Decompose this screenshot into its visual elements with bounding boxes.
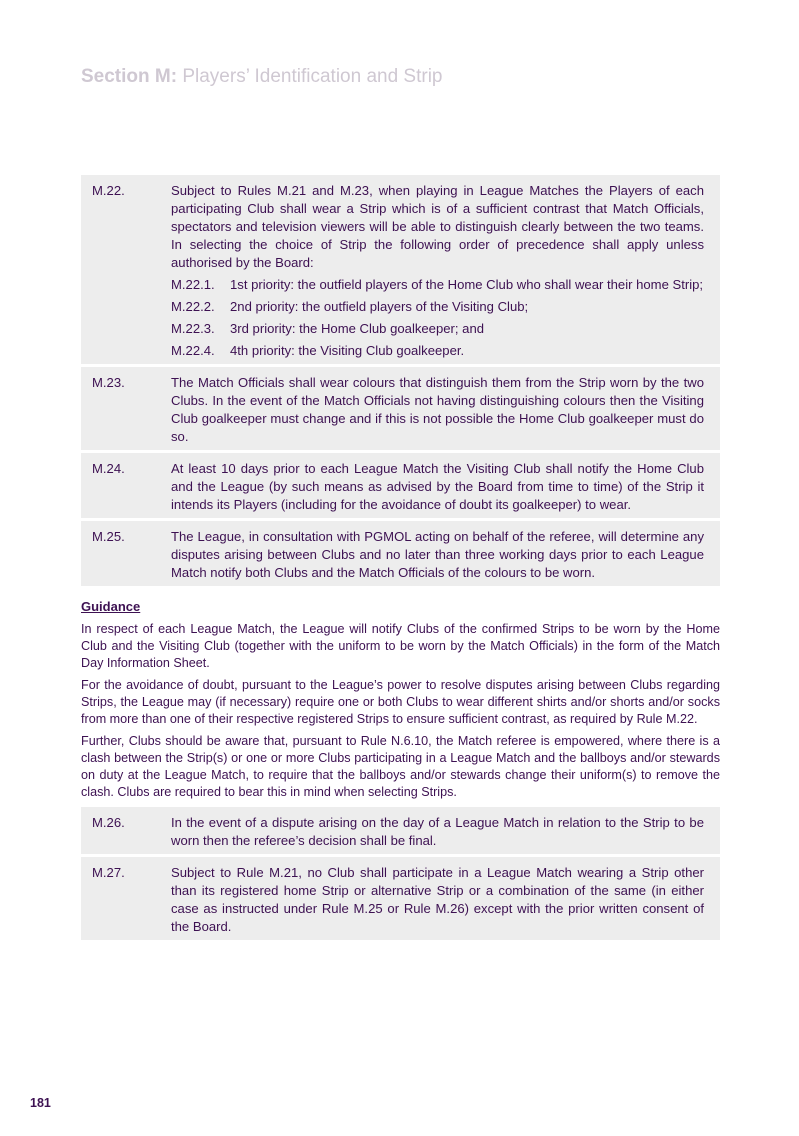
guidance-paragraph: In respect of each League Match, the League will notify Clubs of the confirmed Strips to be worn by the Home Club and the Visiting Club (together with the uniform to be worn by the Match Officials) in the form of the Match Day Information Sheet. [81, 622, 720, 670]
rule-body [171, 460, 704, 514]
rule-text: The Match Officials shall wear colours that distinguish them from the Strip worn by the two Clubs. In the event of the Match Officials not having distinguishing colours then the Visiting Club goalkeeper must change and if this is not possible the Home Club goalkeeper must do so. [171, 375, 704, 444]
content [81, 175, 720, 943]
guidance-paragraph: For the avoidance of doubt, pursuant to the League’s power to resolve disputes arising between Clubs regarding Strips, the League may (if necessary) require one or both Clubs to wear different shirts and/or shorts and/or socks from more than one of their respective registered Strips to ensure sufficient contrast, as required by Rule M.22. [81, 678, 720, 726]
rule-m24 [81, 453, 720, 521]
rule-text: Subject to Rules M.21 and M.23, when playing in League Matches the Players of each participating Club shall wear a Strip which is of a sufficient contrast that Match Officials, spectators and television viewers will be able to distinguish clearly between the two teams. In selecting the choice of Strip the following order of precedence shall apply unless authorised by the Board: [171, 183, 704, 270]
rule-text: In the event of a dispute arising on the day of a League Match in relation to the Strip to be worn then the referee’s decision shall be final. [171, 815, 704, 848]
rule-m23 [81, 367, 720, 453]
page-title [81, 66, 443, 88]
guidance-section [81, 598, 720, 801]
rule-body [171, 528, 704, 582]
rule-m26 [81, 807, 720, 857]
rule-body [171, 814, 704, 850]
rule-body [171, 182, 704, 360]
sub-rule-number: M.22.2. [171, 299, 215, 314]
guidance-paragraph: Further, Clubs should be aware that, pursuant to Rule N.6.10, the Match referee is empowered, where there is a clash between the Strip(s) or one or more Clubs participating in a League Match and the ballboys and/or stewards on duty at the League Match, to require that the ballboys and/or stewards change their uniform(s) to remove the clash. Clubs are required to bear this in mind when selecting Strips. [81, 734, 720, 799]
rule-number: M.24. [92, 461, 125, 476]
sub-rule-number: M.22.4. [171, 343, 215, 358]
sub-rule-m22-4 [171, 342, 704, 360]
sub-rule-text: 3rd priority: the Home Club goalkeeper; and [230, 321, 485, 336]
sub-rule-text: 4th priority: the Visiting Club goalkeeper. [230, 343, 465, 358]
rule-number: M.22. [92, 183, 125, 198]
sub-rule-m22-2 [171, 298, 704, 316]
rule-m22 [81, 175, 720, 367]
rule-m25 [81, 521, 720, 589]
rule-m27 [81, 857, 720, 943]
page-number: 181 [30, 1096, 51, 1110]
sub-rule-number: M.22.1. [171, 277, 215, 292]
sub-rule-text: 1st priority: the outfield players of the Home Club who shall wear their home Strip; [230, 277, 704, 292]
sub-rule-m22-3 [171, 320, 704, 338]
rule-text: At least 10 days prior to each League Match the Visiting Club shall notify the Home Club and the League (by such means as advised by the Board from time to time) of the Strip it intends its Players (including for the avoidance of doubt its goalkeeper) to wear. [171, 461, 704, 512]
rule-number: M.26. [92, 815, 125, 830]
rule-text: Subject to Rule M.21, no Club shall participate in a League Match wearing a Strip other than its registered home Strip or alternative Strip or a combination of the same (in either case as instructed under Rule M.25 or Rule M.26) except with the prior written consent of the Board. [171, 865, 704, 934]
section-label: Section M: [81, 66, 178, 87]
sub-rule-m22-1 [171, 276, 704, 294]
rule-body [171, 374, 704, 446]
sub-rule-number: M.22.3. [171, 321, 215, 336]
rule-text: The League, in consultation with PGMOL acting on behalf of the referee, will determine any disputes arising between Clubs and no later than three working days prior to each League Match notify both Clubs and the Match Officials of the colours to be worn. [171, 529, 704, 580]
guidance-heading: Guidance [81, 599, 141, 614]
rule-body [171, 864, 704, 936]
sub-rule-text: 2nd priority: the outfield players of the Visiting Club; [230, 299, 529, 314]
rule-number: M.23. [92, 375, 125, 390]
rule-number: M.25. [92, 529, 125, 544]
section-title: Players’ Identification and Strip [177, 66, 443, 87]
rule-number: M.27. [92, 865, 125, 880]
